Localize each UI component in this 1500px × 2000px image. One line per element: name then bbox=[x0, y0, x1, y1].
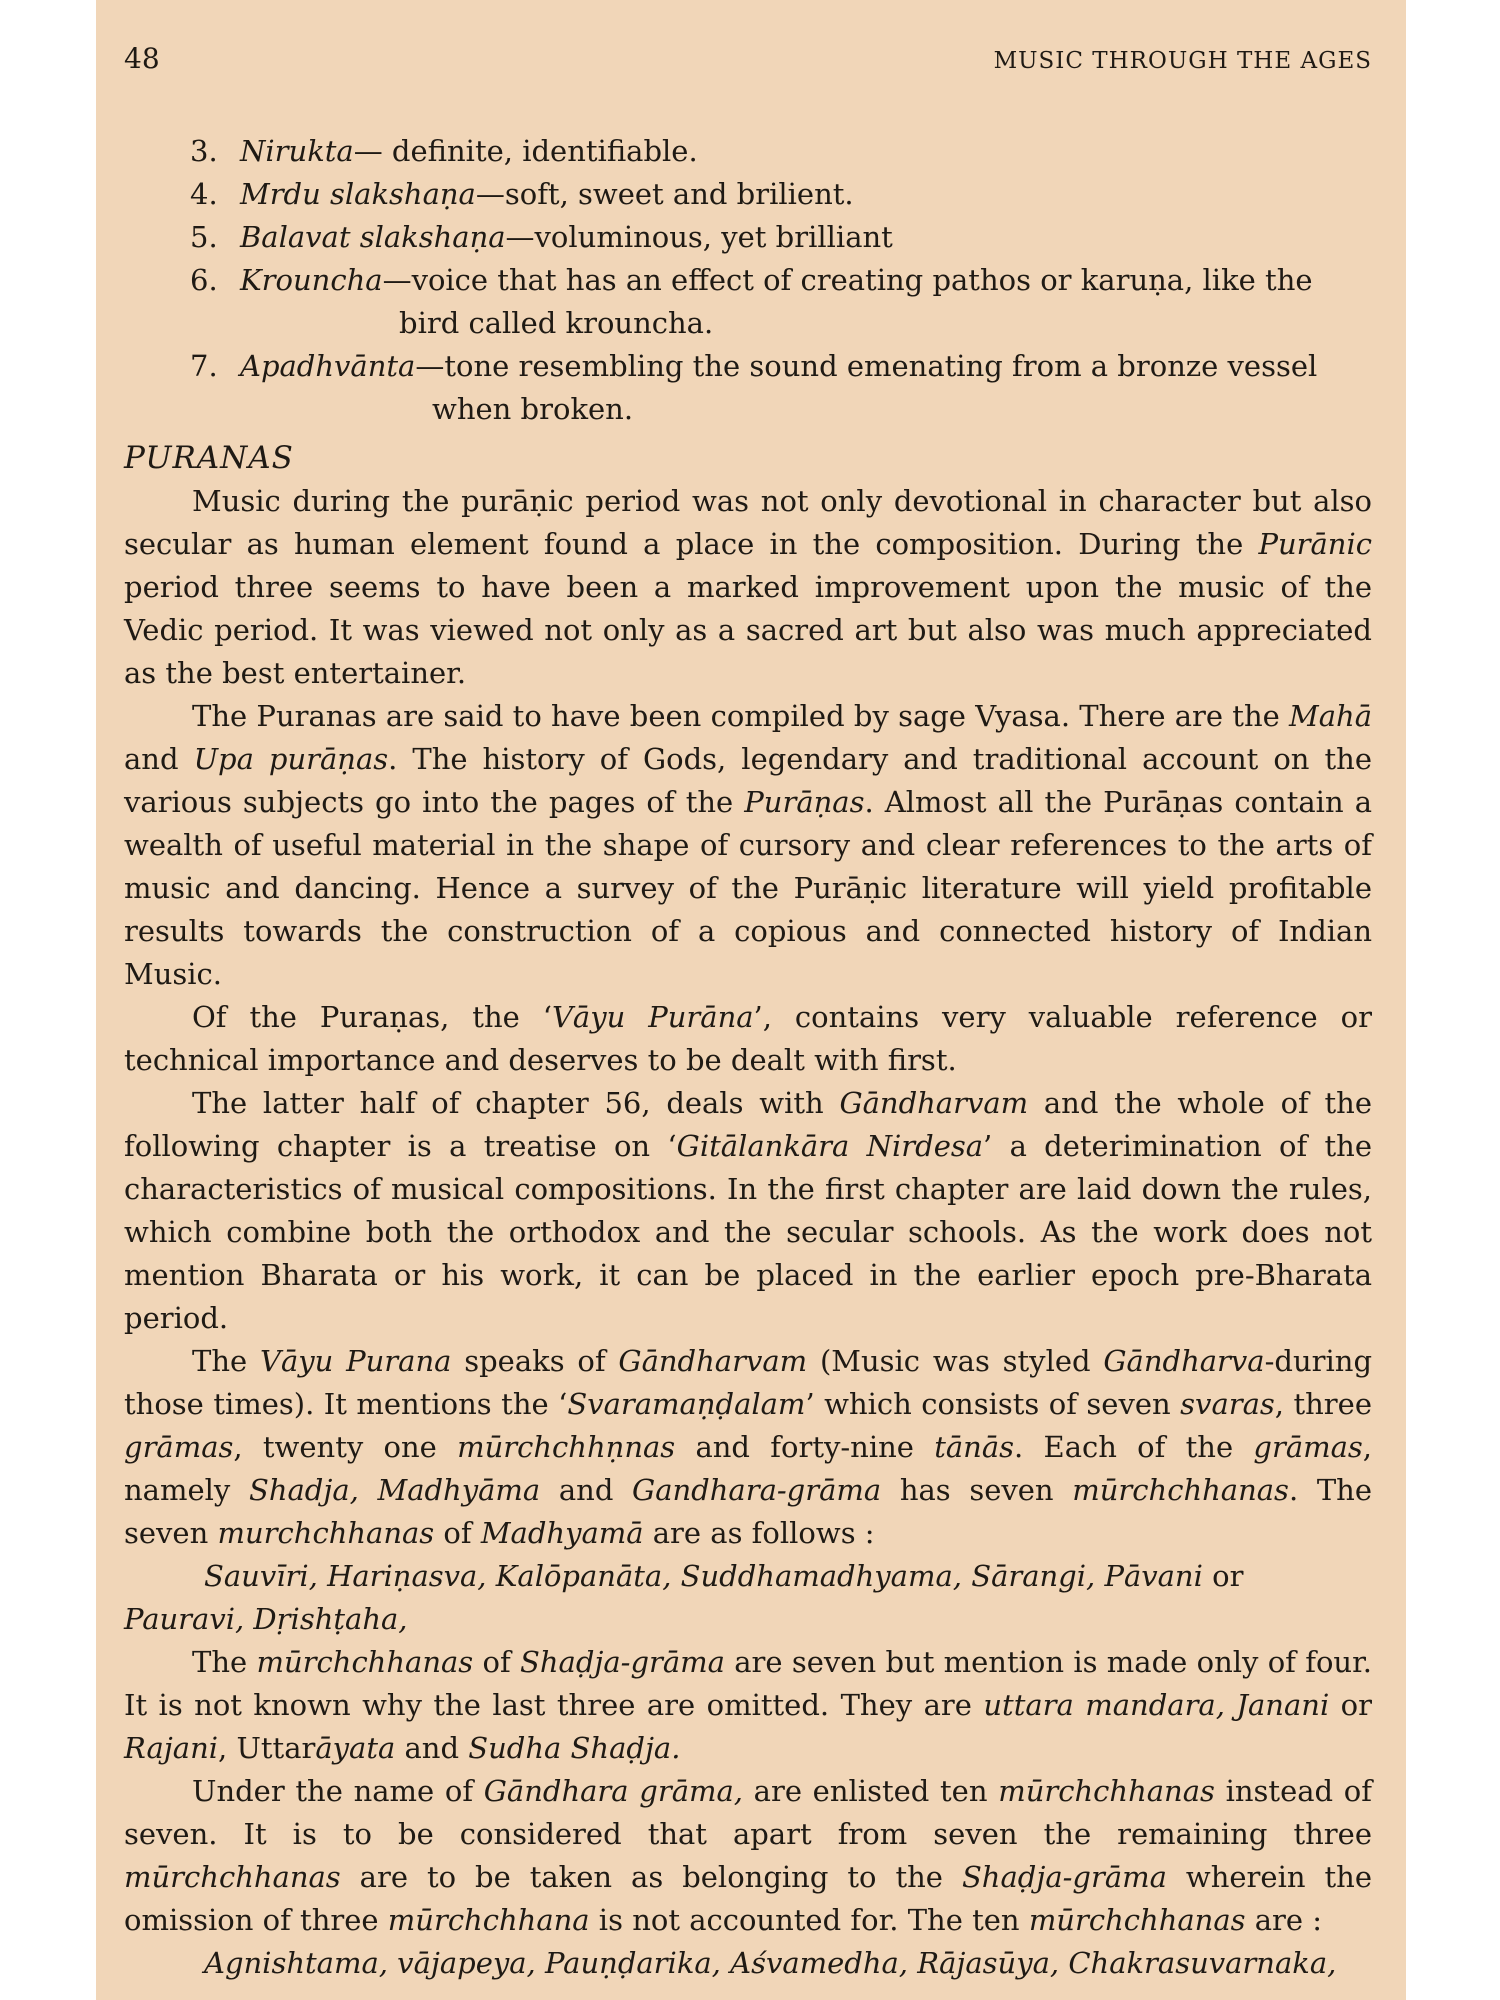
list-item bbox=[124, 216, 1372, 259]
list-desc: —voluminous, yet brilliant bbox=[505, 220, 893, 254]
page-header bbox=[124, 42, 1372, 94]
list-term: Nirukta bbox=[240, 134, 354, 168]
section-heading: PURANAS bbox=[124, 440, 294, 476]
list-desc: —voice that has an effect of creating pathos or karuṇa, like the bbox=[382, 263, 1313, 297]
paragraph: The mūrchchhanas of Shaḍja-grāma are seven but mention is made only of four. It is not known why the last three are omitted. They are uttara mandara, Janani or Rajani, Uttarāyata and Sudha Shaḍja. bbox=[124, 1645, 1373, 1765]
paragraph: The latter half of chapter 56, deals with Gāndharvam and the whole of the following chapter is a treatise on ‘Gitālankāra Nirdesa’ a deterimination of the characteristics of musical compositions. In the first chapter are laid down the rules, which combine both the orthodox and the secular schools. As the work does not mention Bharata or his work, it can be placed in the earlier epoch pre-Bharata period. bbox=[124, 1086, 1373, 1335]
paragraph: The Puranas are said to have been compiled by sage Vyasa. There are the Mahā and Upa purāṇas. The history of Gods, legendary and traditional account on the various subjects go into the pages of the Purāṇas. Almost all the Purāṇas contain a wealth of useful material in the shape of cursory and clear references to the arts of music and dancing. Hence a survey of the Purāṇic literature will yield profitable results towards the construction of a copious and connected history of Indian Music. bbox=[124, 699, 1372, 991]
page-number: 48 bbox=[124, 42, 160, 75]
list-term: Balavat slakshaṇa bbox=[240, 220, 506, 254]
list-number: 4. bbox=[190, 177, 218, 211]
list-item bbox=[124, 345, 1372, 388]
list-item-continuation: when broken. bbox=[432, 392, 634, 426]
list-term: Krouncha bbox=[240, 263, 383, 297]
list-item-continuation: bird called krouncha. bbox=[399, 306, 714, 340]
list-number: 7. bbox=[190, 349, 218, 383]
list-desc: —soft, sweet and brilient. bbox=[475, 177, 854, 211]
running-title: MUSIC THROUGH THE AGES bbox=[993, 48, 1372, 74]
list-item bbox=[124, 259, 1372, 302]
list-item bbox=[124, 130, 1372, 173]
list-desc: — definite, identifiable. bbox=[353, 134, 698, 168]
paragraph: Under the name of Gāndhara grāma, are enlisted ten mūrchchhanas instead of seven. It is to be considered that apart from seven the remaining three mūrchchhanas are to be taken as belonging to the Shaḍja-grāma wherein the omission of three mūrchchhana is not accounted for. The ten mūrchchhanas are : bbox=[124, 1774, 1372, 1937]
list-item bbox=[124, 173, 1372, 216]
list-term: Apadhvānta bbox=[240, 349, 416, 383]
list-number: 5. bbox=[190, 220, 218, 254]
paragraph: The Vāyu Purana speaks of Gāndharvam (Music was styled Gāndharva-during those times). It mentions the ‘Svaramaṇḍalam’ which consists of seven svaras, three grāmas, twenty one mūrchchhṇnas and forty-nine tānās. Each of the grāmas, namely Shadja, Madhyāma and Gandhara-grāma has seven mūrchchhanas. The seven murchchhanas of Madhyamā are as follows : bbox=[124, 1344, 1373, 1550]
book-page bbox=[96, 0, 1406, 2000]
murchchhana-list: Agnishtama, vājapeya, Pauṇḍarika, Aśvamedha, Rājasūya, Chakrasuvarnaka, bbox=[204, 1946, 1337, 1980]
list-desc: —tone resembling the sound emenating from a bronze vessel bbox=[415, 349, 1318, 383]
numbered-list bbox=[124, 130, 1372, 431]
paragraph: Music during the purāṇic period was not only devotional in character but also secular as human element found a place in the composition. During the Purānic period three seems to have been a marked improvement upon the music of the Vedic period. It was viewed not only as a sacred art but also was much appreciated as the best entertainer. bbox=[124, 484, 1372, 690]
paragraph: Of the Puraṇas, the ‘Vāyu Purāna’, contains very valuable reference or technical importance and deserves to be dealt with first. bbox=[124, 1000, 1372, 1077]
list-term: Mrdu slakshaṇa bbox=[240, 177, 476, 211]
murchchhana-list: Sauvīri, Hariṇasva, Kalōpanāta, Suddhamadhyama, Sārangi, Pāvani or Pauravi, Dṛishṭaha, bbox=[124, 1559, 1244, 1636]
list-number: 6. bbox=[190, 263, 218, 297]
list-number: 3. bbox=[190, 134, 218, 168]
